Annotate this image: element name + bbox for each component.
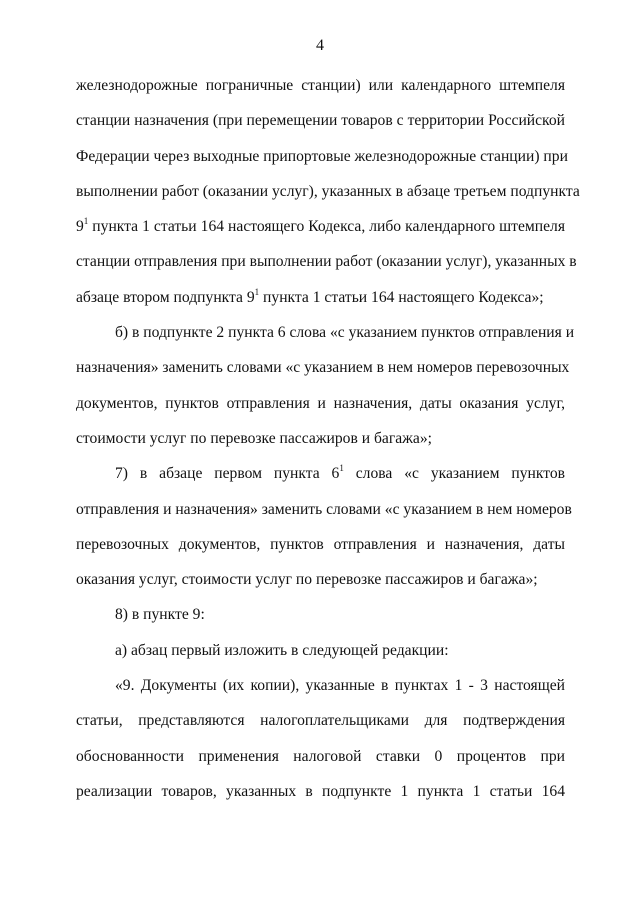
superscript: 1: [254, 286, 260, 297]
text-line: документов, пунктов отправления и назначения, даты оказания услуг,: [76, 394, 565, 412]
paragraph-start: 8) в пункте 9:: [115, 606, 205, 624]
text-fragment: пункта 1 статьи 164 настоящего Кодекса, либо календарного штемпеля: [88, 218, 565, 236]
text-line: перевозочных документов, пунктов отправления и назначения, даты: [76, 535, 565, 553]
text-fragment: пункта 1 статьи 164 настоящего Кодекса»;: [259, 288, 544, 306]
paragraph-start: б) в подпункте 2 пункта 6 слова «с указанием пунктов отправления и: [115, 324, 575, 342]
text-line: выполнении работ (оказании услуг), указанных в абзаце третьем подпункта: [76, 182, 580, 200]
text-fragment: 9: [76, 218, 84, 236]
text-line: [76, 280, 565, 315]
text-line: отправления и назначения» заменить словами «с указанием в нем номеров: [76, 500, 572, 518]
text-line: назначения» заменить словами «с указанием в нем номеров перевозочных: [76, 359, 570, 377]
document-body: [76, 68, 580, 809]
page-number: 4: [316, 37, 324, 54]
text-fragment: 7) в абзаце первом пункта 6: [115, 465, 340, 483]
text-line: обоснованности применения налоговой ставки 0 процентов при: [76, 747, 565, 765]
text-line: стоимости услуг по перевозке пассажиров и багажа»;: [76, 429, 432, 447]
superscript: 1: [83, 216, 89, 227]
paragraph-start: [76, 456, 565, 491]
text-line: оказания услуг, стоимости услуг по перевозке пассажиров и багажа»;: [76, 571, 538, 589]
text-line: станции назначения (при перемещении товаров с территории Российской: [76, 112, 565, 130]
text-line: Федерации через выходные припортовые железнодорожные станции) при: [76, 147, 568, 165]
text-line: реализации товаров, указанных в подпункте 1 пункта 1 статьи 164: [76, 782, 565, 800]
superscript: 1: [339, 463, 344, 474]
text-fragment: абзаце втором подпункта 9: [76, 288, 255, 306]
text-line: железнодорожные пограничные станции) или календарного штемпеля: [76, 77, 565, 94]
text-line: [76, 209, 565, 244]
text-line: станции отправления при выполнении работ (оказании услуг), указанных в: [76, 253, 577, 271]
text-fragment: слова «с указанием пунктов: [343, 465, 565, 483]
paragraph-start: а) абзац первый изложить в следующей редакции:: [115, 641, 449, 659]
paragraph-start: «9. Документы (их копии), указанные в пунктах 1 - 3 настоящей: [115, 677, 565, 695]
text-line: статьи, представляются налогоплательщиками для подтверждения: [76, 712, 565, 730]
